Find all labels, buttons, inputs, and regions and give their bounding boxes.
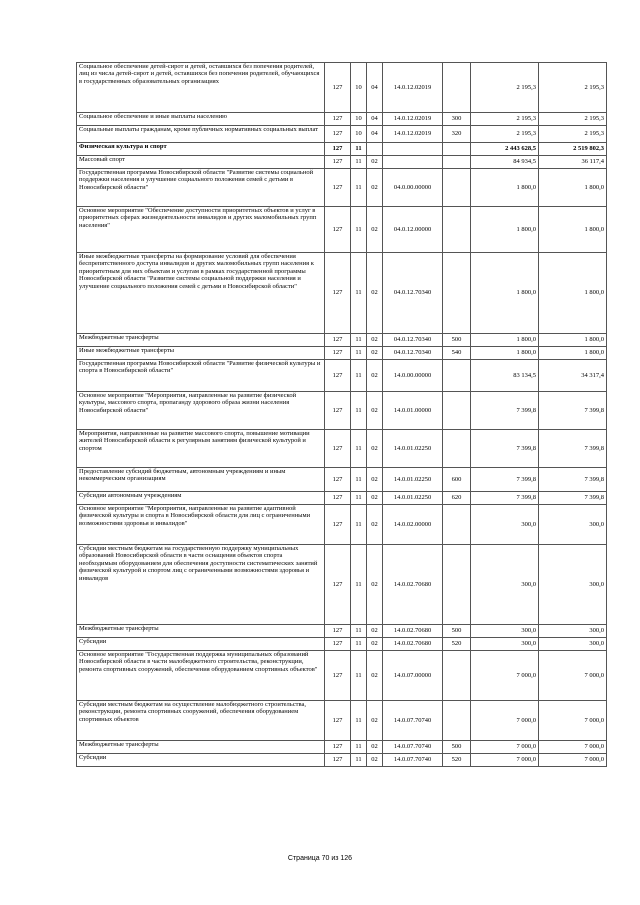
row-target-article [383,156,443,169]
row-target-article: 14.0.01.02250 [383,430,443,468]
table-row [77,253,607,334]
row-expense-type: 500 [443,741,471,754]
budget-table [76,62,607,767]
row-name: Субсидии [77,754,325,767]
row-sum-year-2: 2 195,3 [539,63,607,113]
row-section-code: 11 [351,156,367,169]
row-subsection-code [367,143,383,156]
row-sum-year-1: 2 195,3 [471,63,539,113]
row-name: Государственная программа Новосибирской области "Развитие системы социальной поддержки населения и улучшение социального положения семей с детьми в Новосибирской области" [77,169,325,207]
row-subsection-code: 02 [367,505,383,545]
row-sum-year-2: 7 399,8 [539,492,607,505]
row-sum-year-1: 7 000,0 [471,754,539,767]
row-section-code: 11 [351,651,367,701]
row-name: Социальные выплаты гражданам, кроме публичных нормативных социальных выплат [77,126,325,143]
row-ved-code: 127 [325,392,351,430]
row-name: Субсидии местным бюджетам на осуществление малобюджетного строительства, реконструкции, ремонта спортивных сооружений, обеспечения оборудованием спортивных объектов [77,701,325,741]
row-ved-code: 127 [325,126,351,143]
row-sum-year-2: 34 317,4 [539,360,607,392]
row-sum-year-2: 1 800,0 [539,253,607,334]
table-row [77,334,607,347]
table-row [77,430,607,468]
row-ved-code: 127 [325,492,351,505]
row-name: Массовый спорт [77,156,325,169]
row-section-code: 11 [351,545,367,625]
row-sum-year-2: 300,0 [539,545,607,625]
row-name: Социальное обеспечение детей-сирот и детей, оставшихся без попечения родителей, лиц из числа детей-сирот и детей, оставшихся без попечения родителей, обучающихся в государственных образовательных организациях [77,63,325,113]
row-sum-year-1: 1 800,0 [471,169,539,207]
row-expense-type [443,207,471,253]
row-ved-code: 127 [325,754,351,767]
row-expense-type: 620 [443,492,471,505]
table-row [77,126,607,143]
row-subsection-code: 02 [367,492,383,505]
row-expense-type [443,701,471,741]
row-ved-code: 127 [325,334,351,347]
row-sum-year-2: 7 000,0 [539,651,607,701]
row-target-article: 04.0.00.00000 [383,169,443,207]
row-section-code: 11 [351,505,367,545]
row-subsection-code: 02 [367,169,383,207]
row-sum-year-1: 300,0 [471,625,539,638]
table-row [77,360,607,392]
row-target-article: 14.0.02.00000 [383,505,443,545]
row-sum-year-1: 7 399,8 [471,468,539,492]
row-name: Субсидии местным бюджетам на государственную поддержку муниципальных образований Новосибирской области в части оснащения объектов спорта необходимым оборудованием для обеспечения доступности систематических занятий физической культурой и спортом лиц с ограниченными возможностями здоровья и инвалидов [77,545,325,625]
table-row [77,701,607,741]
row-expense-type [443,651,471,701]
row-subsection-code: 02 [367,360,383,392]
row-target-article: 14.0.01.02250 [383,468,443,492]
row-subsection-code: 04 [367,113,383,126]
row-sum-year-2: 1 800,0 [539,169,607,207]
table-row [77,545,607,625]
row-name: Государственная программа Новосибирской области "Развитие физической культуры и спорта в Новосибирской области" [77,360,325,392]
row-subsection-code: 02 [367,207,383,253]
row-ved-code: 127 [325,430,351,468]
row-target-article: 14.0.02.70680 [383,625,443,638]
row-sum-year-1: 1 800,0 [471,347,539,360]
row-sum-year-2: 2 195,3 [539,113,607,126]
row-sum-year-1: 83 134,5 [471,360,539,392]
row-subsection-code: 02 [367,651,383,701]
row-section-code: 11 [351,468,367,492]
row-section-code: 11 [351,741,367,754]
row-name: Иные межбюджетные трансферты [77,347,325,360]
row-subsection-code: 02 [367,741,383,754]
row-target-article: 14.0.02.70680 [383,638,443,651]
row-section-code: 11 [351,143,367,156]
row-section-code: 10 [351,63,367,113]
row-name: Межбюджетные трансферты [77,741,325,754]
row-subsection-code: 02 [367,253,383,334]
row-subsection-code: 02 [367,754,383,767]
row-target-article: 04.0.12.70340 [383,334,443,347]
row-ved-code: 127 [325,741,351,754]
row-sum-year-1: 7 399,8 [471,392,539,430]
row-name: Мероприятия, направленные на развитие массового спорта, повышение мотивации жителей Новосибирской области к регулярным занятиям физической культурой и спортом [77,430,325,468]
row-ved-code: 127 [325,651,351,701]
row-target-article: 14.0.12.02019 [383,113,443,126]
row-sum-year-1: 300,0 [471,638,539,651]
table-row [77,113,607,126]
row-name: Основное мероприятие "Государственная поддержка муниципальных образований Новосибирской области в части малобюджетного строительства, реконструкции, ремонта спортивных сооружений, обеспечения оборудованием спортивных объектов" [77,651,325,701]
row-ved-code: 127 [325,347,351,360]
row-expense-type: 500 [443,334,471,347]
row-name: Социальное обеспечение и иные выплаты населению [77,113,325,126]
row-name: Основное мероприятие "Мероприятия, направленные на развитие физической культуры, массового спорта, пропаганду здорового образа жизни населения Новосибирской области" [77,392,325,430]
table-row [77,63,607,113]
row-sum-year-2: 1 800,0 [539,334,607,347]
row-name: Предоставление субсидий бюджетным, автономным учреждениям и иным некоммерческим организациям [77,468,325,492]
row-target-article: 14.0.00.00000 [383,360,443,392]
budget-table-body [77,63,607,767]
row-subsection-code: 02 [367,430,383,468]
row-sum-year-1: 1 800,0 [471,207,539,253]
row-sum-year-2: 1 800,0 [539,207,607,253]
row-expense-type [443,169,471,207]
row-section-code: 11 [351,207,367,253]
row-ved-code: 127 [325,113,351,126]
row-sum-year-2: 2 195,3 [539,126,607,143]
row-target-article: 14.0.01.00000 [383,392,443,430]
row-target-article [383,143,443,156]
row-expense-type: 500 [443,625,471,638]
table-row [77,347,607,360]
row-section-code: 11 [351,625,367,638]
row-expense-type [443,392,471,430]
row-target-article: 04.0.12.70340 [383,253,443,334]
table-row [77,505,607,545]
row-target-article: 04.0.12.00000 [383,207,443,253]
row-section-code: 11 [351,754,367,767]
table-row [77,468,607,492]
row-subsection-code: 04 [367,126,383,143]
row-expense-type [443,143,471,156]
row-target-article: 14.0.02.70680 [383,545,443,625]
row-sum-year-2: 2 519 802,3 [539,143,607,156]
row-expense-type: 320 [443,126,471,143]
row-expense-type: 520 [443,754,471,767]
row-expense-type [443,156,471,169]
row-sum-year-1: 2 195,3 [471,113,539,126]
row-subsection-code: 02 [367,468,383,492]
row-ved-code: 127 [325,253,351,334]
table-row [77,143,607,156]
row-name: Физическая культура и спорт [77,143,325,156]
table-row [77,754,607,767]
table-row [77,492,607,505]
row-sum-year-2: 300,0 [539,625,607,638]
row-name: Субсидии автономным учреждениям [77,492,325,505]
row-ved-code: 127 [325,156,351,169]
row-sum-year-2: 36 117,4 [539,156,607,169]
row-target-article: 14.0.07.70740 [383,754,443,767]
row-section-code: 11 [351,392,367,430]
row-subsection-code: 02 [367,334,383,347]
row-sum-year-1: 7 000,0 [471,741,539,754]
row-subsection-code: 02 [367,625,383,638]
row-section-code: 11 [351,492,367,505]
row-name: Основное мероприятие "Обеспечение доступности приоритетных объектов и услуг в приоритетных сферах жизнедеятельности инвалидов и других маломобильных групп населения" [77,207,325,253]
row-sum-year-1: 1 800,0 [471,334,539,347]
row-sum-year-2: 7 000,0 [539,754,607,767]
row-name: Субсидии [77,638,325,651]
row-target-article: 14.0.12.02019 [383,126,443,143]
row-target-article: 14.0.07.70740 [383,741,443,754]
row-section-code: 11 [351,360,367,392]
row-sum-year-2: 300,0 [539,638,607,651]
row-expense-type [443,430,471,468]
row-sum-year-2: 7 399,8 [539,468,607,492]
row-expense-type [443,63,471,113]
row-ved-code: 127 [325,360,351,392]
row-subsection-code: 02 [367,156,383,169]
row-expense-type: 540 [443,347,471,360]
row-subsection-code: 02 [367,392,383,430]
row-ved-code: 127 [325,505,351,545]
row-name: Основное мероприятие "Мероприятия, направленные на развитие адаптивной физической культуры и спорта в Новосибирской области для лиц с ограниченными возможностями здоровья и инвалидов" [77,505,325,545]
row-target-article: 04.0.12.70340 [383,347,443,360]
row-sum-year-1: 84 934,5 [471,156,539,169]
row-ved-code: 127 [325,468,351,492]
row-subsection-code: 02 [367,638,383,651]
row-section-code: 11 [351,253,367,334]
row-section-code: 11 [351,347,367,360]
row-ved-code: 127 [325,143,351,156]
row-subsection-code: 02 [367,545,383,625]
row-sum-year-1: 2 195,3 [471,126,539,143]
row-ved-code: 127 [325,169,351,207]
row-sum-year-2: 1 800,0 [539,347,607,360]
row-section-code: 10 [351,113,367,126]
row-sum-year-1: 300,0 [471,545,539,625]
row-section-code: 11 [351,430,367,468]
row-ved-code: 127 [325,63,351,113]
row-sum-year-2: 7 399,8 [539,430,607,468]
row-sum-year-2: 300,0 [539,505,607,545]
row-sum-year-2: 7 399,8 [539,392,607,430]
row-subsection-code: 02 [367,701,383,741]
row-target-article: 14.0.07.70740 [383,701,443,741]
row-section-code: 11 [351,638,367,651]
row-expense-type [443,360,471,392]
row-expense-type [443,253,471,334]
row-target-article: 14.0.01.02250 [383,492,443,505]
row-ved-code: 127 [325,638,351,651]
row-section-code: 11 [351,334,367,347]
row-sum-year-1: 7 000,0 [471,651,539,701]
table-row [77,156,607,169]
row-ved-code: 127 [325,701,351,741]
row-name: Межбюджетные трансферты [77,334,325,347]
table-row [77,392,607,430]
row-expense-type [443,505,471,545]
row-sum-year-1: 7 399,8 [471,492,539,505]
table-row [77,638,607,651]
table-row [77,169,607,207]
row-name: Иные межбюджетные трансферты на формирование условий для обеспечения беспрепятственного доступа инвалидов и других маломобильных групп населения к приоритетным для них объектам и услугам в рамках государственной программы Новосибирской области "Развитие системы социальной поддержки населения и улучшение социального положения семей с детьми в Новосибирской области" [77,253,325,334]
table-row [77,651,607,701]
row-target-article: 14.0.07.00000 [383,651,443,701]
row-ved-code: 127 [325,625,351,638]
page-number: Страница 70 из 126 [287,855,353,862]
row-sum-year-1: 2 443 628,5 [471,143,539,156]
row-subsection-code: 02 [367,347,383,360]
row-sum-year-1: 7 000,0 [471,701,539,741]
row-subsection-code: 04 [367,63,383,113]
row-name: Межбюджетные трансферты [77,625,325,638]
row-expense-type: 300 [443,113,471,126]
row-section-code: 10 [351,126,367,143]
row-ved-code: 127 [325,207,351,253]
row-expense-type: 520 [443,638,471,651]
row-sum-year-2: 7 000,0 [539,701,607,741]
row-section-code: 11 [351,169,367,207]
row-expense-type [443,545,471,625]
row-sum-year-1: 7 399,8 [471,430,539,468]
table-row [77,207,607,253]
row-section-code: 11 [351,701,367,741]
row-ved-code: 127 [325,545,351,625]
row-sum-year-1: 300,0 [471,505,539,545]
row-expense-type: 600 [443,468,471,492]
row-target-article: 14.0.12.02019 [383,63,443,113]
table-row [77,625,607,638]
row-sum-year-1: 1 800,0 [471,253,539,334]
table-row [77,741,607,754]
row-sum-year-2: 7 000,0 [539,741,607,754]
